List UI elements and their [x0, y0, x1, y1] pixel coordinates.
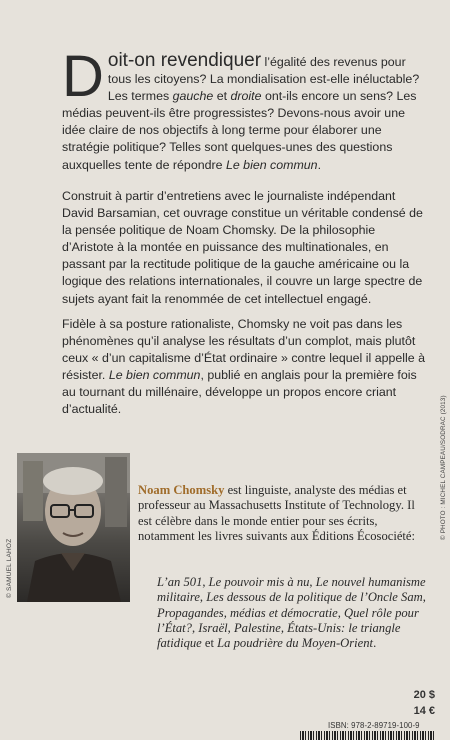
intro-paragraph — [62, 44, 430, 174]
third-text-b: , publié en anglais pour la première fois au tournant du millénaire, développe un propos encore criant d’actualité. — [62, 368, 417, 417]
book-title: Le pouvoir mis à nu — [208, 575, 310, 589]
author-bio — [138, 483, 430, 544]
author-name: Noam Chomsky — [138, 483, 225, 497]
intro-italic-gauche: gauche — [172, 89, 214, 104]
intro-italic-title: Le bien commun — [225, 157, 318, 172]
book-title: Le nouvel humanisme militaire — [157, 575, 426, 605]
third-italic-title: Le bien commun — [108, 368, 201, 383]
book-title: La poudrière du Moyen-Orient — [217, 636, 374, 651]
book-title: Les dessous de la politique de l’Oncle Sam — [206, 590, 423, 605]
book-title: L’an 501 — [157, 575, 203, 589]
intro-lead: oit-on revendiquer — [107, 50, 262, 71]
intro-text-b: et — [213, 89, 231, 104]
intro-italic-droite: droite — [230, 89, 262, 104]
photo-credit-left: © SAMUEL LAHOZ — [6, 538, 13, 598]
isbn-label: ISBN: 978-2-89719-100-9 — [328, 721, 420, 730]
intro-text-d: . — [317, 157, 322, 172]
drop-cap: D — [62, 44, 104, 109]
photo-credit-right: © PHOTO : MICHEL CAMPEAU/SODRAC (2013) — [440, 395, 447, 540]
book-title: Quel rôle pour l’État? — [157, 605, 419, 635]
book-list: L’an 501, Le pouvoir mis à nu, Le nouvel humanisme militaire, Les dessous de la politique de l’Oncle Sam, Propagandes, médias et démocratie, Quel rôle pour l’État?, Israël, Palestine, États-Unis: le triangle fatidique et La poudrière du Moyen-Orient. — [157, 575, 426, 651]
price-eur: 14 € — [413, 705, 435, 717]
third-paragraph — [62, 316, 430, 419]
intro-text-c: ont-ils encore un sens? Les médias peuvent-ils être progressistes? Devons-nous avoir une idée claire de nos objectifs à long terme pour élaborer une stratégie politique? Telles sont quelques-unes des questions auxquelles tente de répondre — [62, 89, 417, 172]
third-text-a: Fidèle à sa posture rationaliste, Chomsky ne voit pas dans les phénomènes qu’il analyse les résultats d’un complot, mais plutôt ceux « d’un capitalisme d’État ordinaire » contre lequel il appelle à résister. — [62, 317, 425, 383]
book-title: Israël, Palestine, États-Unis: le triangle fatidique — [157, 620, 401, 651]
book-title: Propagandes, médias et démocratie — [157, 605, 338, 620]
price-cad: 20 $ — [413, 689, 435, 701]
second-paragraph: Construit à partir d’entretiens avec le journaliste indépendant David Barsamian, cet ouvrage constitue un véritable condensé de la pensée politique de Noam Chomsky. De la philosophie d’Aristote à la montée en puissance des multinationales, en passant par la rectitude politique de la gauche américaine ou la logique des relations internationales, il couvre un large spectre de sujets ayant fait la renommée de cet intellectuel engagé. — [62, 189, 423, 306]
barcode — [300, 731, 435, 740]
bio-text: est linguiste, analyste des médias et professeur au Massachusetts Institute of Technology. Il est célèbre dans le monde entier pour ses écrits, notamment les livres suivants aux Éditions Écosociété: — [138, 483, 416, 543]
intro-text-a: l’égalité des revenus pour tous les citoyens? La mondialisation est-elle inéluctable? Les termes — [107, 55, 420, 104]
author-photo — [17, 453, 130, 602]
